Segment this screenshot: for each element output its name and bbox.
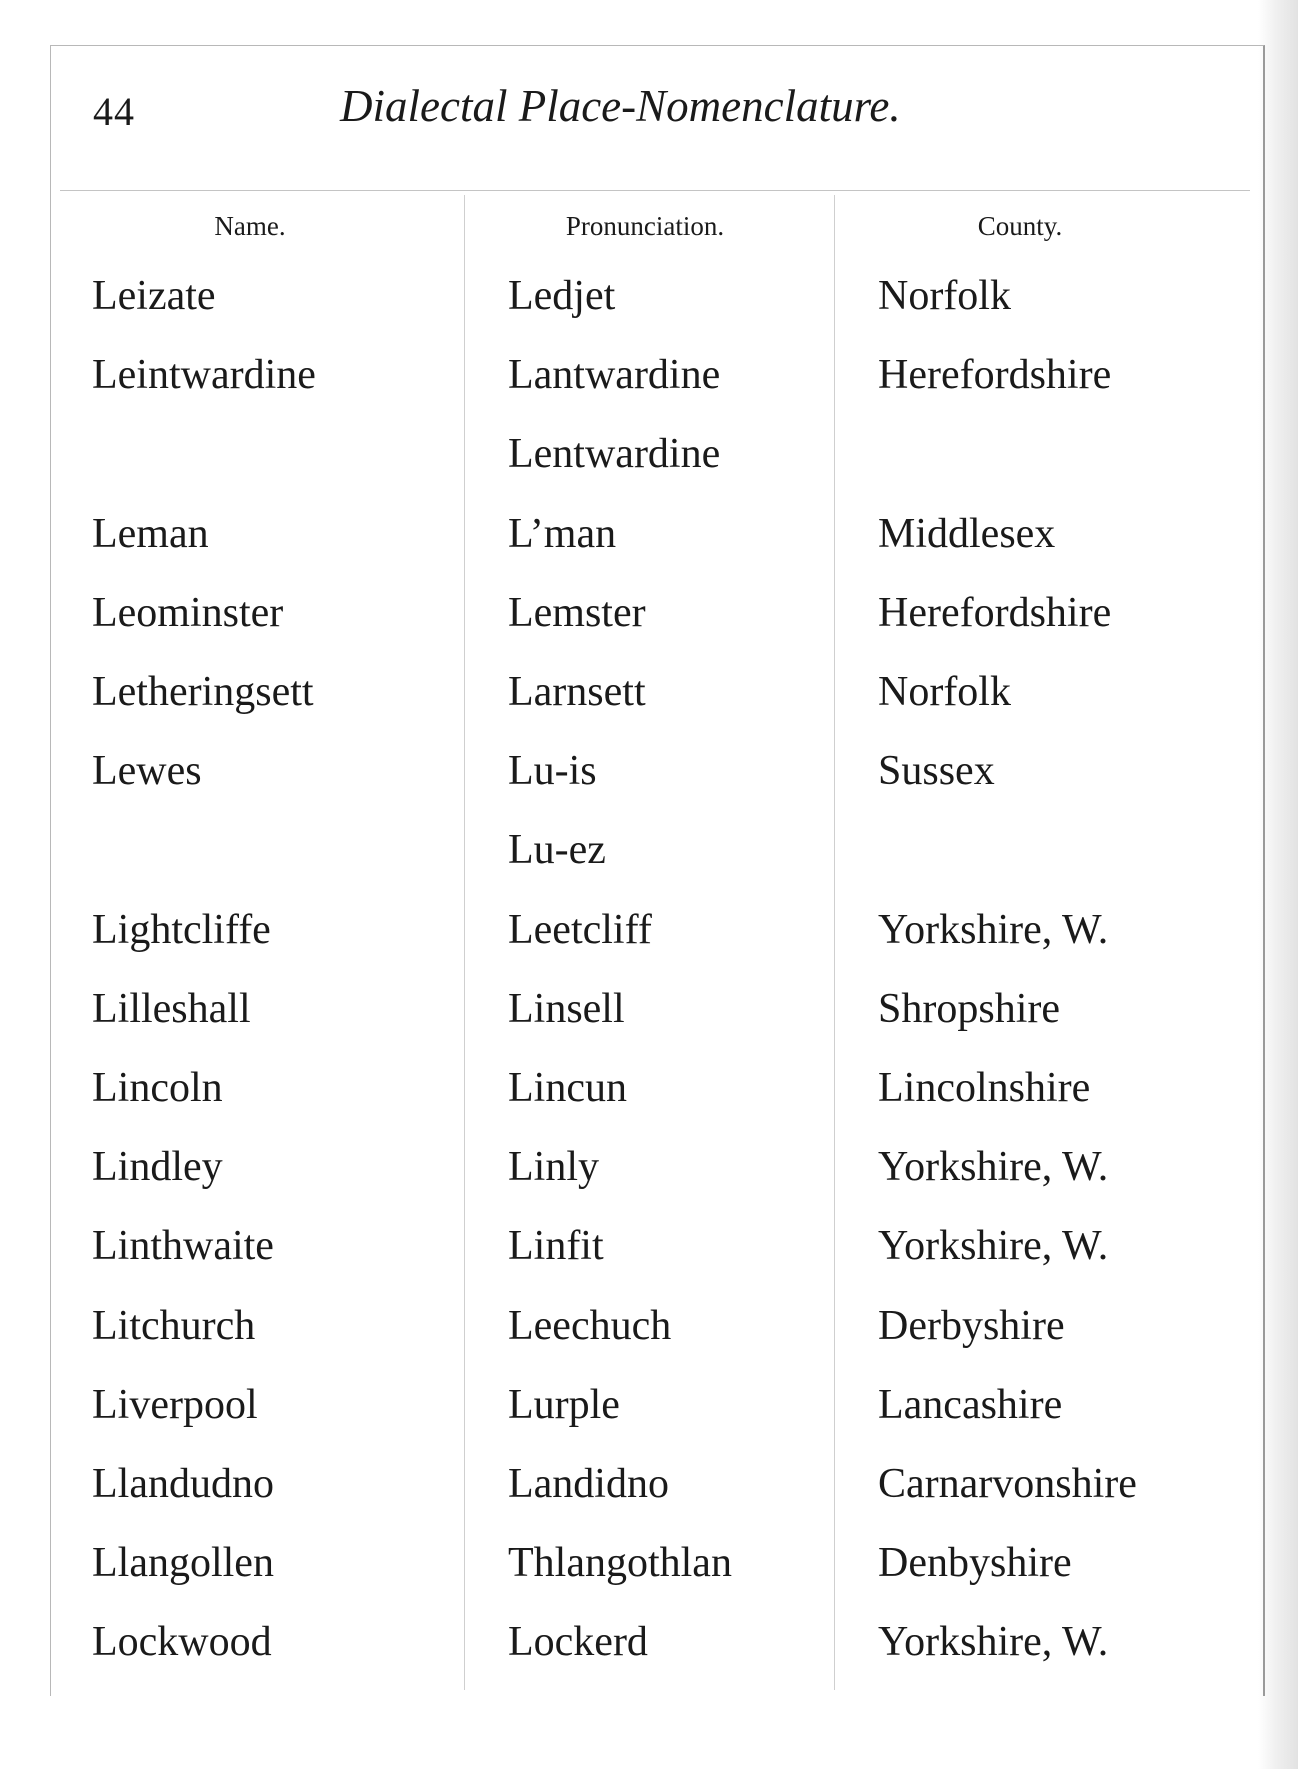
pronunciation-cell: Lentwardine (508, 431, 721, 478)
pronunciation-cell: L’man (508, 510, 617, 557)
county-cell: Yorkshire, W. (878, 1223, 1109, 1270)
pronunciation-cell: Thlangothlan (508, 1540, 732, 1587)
page-number: 44 (93, 89, 135, 134)
place-name-cell: Leintwardine (92, 352, 316, 399)
place-name-cell: Lincoln (92, 1065, 223, 1111)
county-cell: Norfolk (878, 273, 1011, 319)
place-name-cell: Leominster (92, 589, 284, 636)
pronunciation-cell: Landidno (508, 1461, 669, 1507)
place-name-cell: Leman (92, 510, 209, 557)
running-title: Dialectal Place-Nomenclature. (340, 81, 901, 131)
place-name-cell: Lockwood (92, 1619, 272, 1666)
county-cell: Carnarvonshire (878, 1461, 1137, 1507)
header-rule (60, 190, 1250, 191)
column-divider-1 (464, 195, 465, 1690)
pronunciation-cell: Lu-ez (508, 827, 606, 874)
place-name-cell: Letheringsett (92, 669, 314, 715)
pronunciation-cell: Lemster (508, 589, 646, 636)
column-header-name: Name. (214, 211, 286, 241)
place-name-cell: Llangollen (92, 1540, 274, 1587)
pronunciation-cell: Lu-is (508, 748, 597, 795)
county-cell: Yorkshire, W. (878, 906, 1109, 953)
place-name-cell: Lightcliffe (92, 906, 271, 953)
pronunciation-cell: Linsell (508, 985, 625, 1032)
page-frame (50, 45, 1265, 1696)
place-name-cell: Leizate (92, 273, 216, 319)
place-name-cell: Linthwaite (92, 1223, 274, 1270)
county-cell: Derbyshire (878, 1302, 1065, 1349)
place-name-cell: Liverpool (92, 1381, 258, 1428)
county-cell: Lincolnshire (878, 1065, 1091, 1111)
county-cell: Herefordshire (878, 589, 1112, 636)
pronunciation-cell: Linly (508, 1144, 599, 1191)
column-header-county: County. (977, 211, 1063, 241)
column-divider-2 (834, 195, 835, 1690)
pronunciation-cell: Lockerd (508, 1619, 648, 1666)
county-cell: Herefordshire (878, 352, 1112, 399)
place-name-cell: Lindley (92, 1144, 223, 1191)
pronunciation-cell: Leetcliff (508, 906, 652, 953)
place-name-cell: Lewes (92, 748, 202, 795)
pronunciation-cell: Linfit (508, 1223, 604, 1270)
pronunciation-cell: Lincun (508, 1065, 627, 1111)
pronunciation-cell: Larnsett (508, 669, 646, 715)
county-cell: Yorkshire, W. (878, 1619, 1109, 1666)
county-cell: Shropshire (878, 985, 1060, 1032)
county-cell: Norfolk (878, 669, 1011, 715)
pronunciation-cell: Ledjet (508, 273, 616, 319)
county-cell: Lancashire (878, 1381, 1063, 1428)
county-cell: Sussex (878, 748, 995, 795)
county-cell: Denbyshire (878, 1540, 1072, 1587)
pronunciation-cell: Lantwardine (508, 352, 721, 399)
pronunciation-cell: Leechuch (508, 1302, 672, 1349)
county-cell: Middlesex (878, 510, 1056, 557)
place-name-cell: Lilleshall (92, 985, 251, 1032)
county-cell: Yorkshire, W. (878, 1144, 1109, 1191)
pronunciation-cell: Lurple (508, 1381, 620, 1428)
column-header-pronunciation: Pronunciation. (565, 211, 725, 241)
place-name-cell: Llandudno (92, 1461, 274, 1507)
place-name-cell: Litchurch (92, 1302, 256, 1349)
